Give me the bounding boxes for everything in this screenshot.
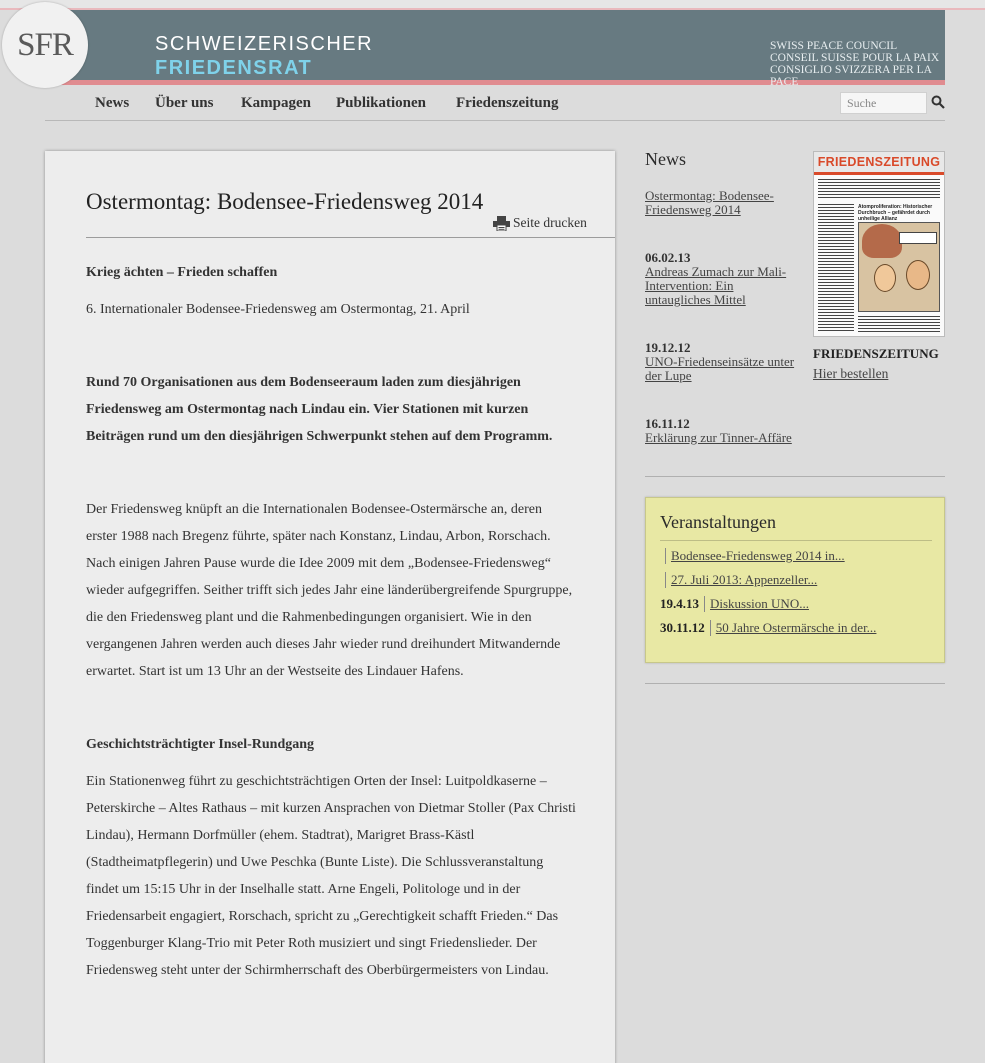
page-title: Ostermontag: Bodensee-Friedensweg 2014 [86,189,484,214]
article-paragraph-2: Ein Stationenweg führt zu geschichtsträchtigen Orten der Insel: Luitpoldkaserne – Peterskirche – Altes Rathaus – mit kurzen Ansprachen von Dietmar Stoller (Pax Christi Lindau), Hermann Dorfmüller (ehem. Stadtrat), Marigret Brass-Kästl (Stadtheimatpflegerin) und Uwe Peschka (Bunte Liste). Die Schlussveranstaltung findet um 15:15 Uhr in der Inselhalle statt. Arne Engeli, Politologe und in der Friedensarbeit engagiert, Rorschach, spricht zu „Gerechtigkeit schafft Frieden.“ Das Toggenburger Klang-Trio mit Peter Roth musiziert und singt Friedenslieder. Der Friedensweg steht unter der Schirmherrschaft des Oberbürgermeisters von Lindau. [86,774,576,978]
list-item [645,417,795,445]
events-divider [660,540,932,541]
news-heading: News [645,149,686,169]
list-item [660,619,876,637]
friedenszeitung-cover[interactable] [813,151,945,337]
search-icon[interactable] [931,95,945,109]
event-separator [710,620,711,636]
council-names [770,40,945,88]
article-paragraph-1: Der Friedensweg knüpft an die Internationalen Bodensee-Ostermärsche an, deren erster 1988 nach Bregenz führte, später nach Konstanz, Lindau, Arbon, Rorschach. Nach einigen Jahren Pause wurde die Idee 2009 mit dem „Bodensee-Friedensweg“ wieder aufgegriffen. Seither trifft sich jedes Jahr eine länderübergreifende Spurgruppe, die den Friedensweg plant und die Rahmenbedingungen organisiert. Wie in den vergangenen Jahren werden auch dieses Jahr wieder rund dreihundert Mitwandernde erwartet. Start ist um 13 Uhr an der Westseite des Lindauer Hafens. [86,502,573,679]
site-logo[interactable]: SFR [2,2,88,88]
main-nav [45,88,945,121]
council-name-en: SWISS PEACE COUNCIL [770,40,898,52]
nav-item-ueber-uns[interactable]: Über uns [155,95,214,111]
nav-item-publikationen[interactable]: Publikationen [336,95,427,111]
event-link[interactable]: 50 Jahre Ostermärsche in der... [715,620,877,635]
news-date: 06.02.13 [645,250,691,265]
cover-text-column [818,204,854,332]
friedenszeitung-label: FRIEDENSZEITUNG [813,346,939,361]
cover-text-block [818,179,940,199]
news-date: 16.11.12 [645,416,690,431]
cover-masthead: FRIEDENSZEITUNG [814,152,944,172]
list-item [645,189,795,217]
council-name-fr: CONSEIL SUISSE POUR LA PAIX [770,52,940,64]
cover-headline: Atomproliferation: Historischer Durchbruch – gefährdet durch unheilige Allianz [858,204,933,222]
event-separator [665,548,666,564]
news-link[interactable]: Erklärung zur Tinner-Affäre [645,430,792,445]
cover-illustration-mushroom [862,224,902,258]
order-link[interactable]: Hier bestellen [813,366,889,381]
cover-illustration-figure [906,260,930,290]
news-link[interactable]: UNO-Friedenseinsätze unter der Lupe [645,354,795,383]
news-date: 19.12.12 [645,340,691,355]
list-item [645,341,795,383]
title-divider [86,237,615,238]
article-body [86,259,576,984]
article-dateline: 6. Internationaler Bodensee-Friedensweg am Ostermontag, 21. April [86,302,470,317]
events-heading: Veranstaltungen [660,512,776,532]
list-item [645,251,795,307]
cover-text-block [858,316,940,332]
event-date: 30.11.12 [660,620,705,635]
list-item [660,547,845,565]
printer-icon [493,216,510,231]
site-header [45,10,945,88]
top-strip [0,0,985,10]
search-input[interactable]: Suche [840,92,927,114]
council-name-it: CONSIGLIO SVIZZERA PER LA PACE [770,64,932,88]
cover-accent-bar [814,172,944,175]
list-item [660,595,809,613]
nav-item-kampagen[interactable]: Kampagen [241,95,312,111]
sidebar-divider [645,476,945,477]
brand-line-1: SCHWEIZERISCHER [155,33,374,55]
event-link[interactable]: Bodensee-Friedensweg 2014 in... [671,548,845,563]
nav-item-friedenszeitung[interactable]: Friedenszeitung [456,95,559,111]
event-date: 19.4.13 [660,596,699,611]
list-item [660,571,817,589]
article-card [45,151,615,1063]
print-label: Seite drucken [513,215,587,230]
event-link[interactable]: 27. Juli 2013: Appenzeller... [671,572,818,587]
news-link[interactable]: Ostermontag: Bodensee-Friedensweg 2014 [645,188,774,217]
nav-item-news[interactable]: News [95,95,130,111]
article-heading-2: Geschichtsträchtigter Insel-Rundgang [86,737,315,752]
event-link[interactable]: Diskussion UNO... [710,596,809,611]
event-separator [665,572,666,588]
article-lead: Rund 70 Organisationen aus dem Bodenseeraum laden zum diesjährigen Friedensweg am Ostermontag nach Lindau ein. Vier Stationen mit kurzen Beiträgen rund um den diesjährigen Schwerpunkt stehen auf dem Programm. [86,375,553,444]
cover-illustration-figure [874,264,896,292]
print-button[interactable] [493,215,587,231]
sidebar-divider [645,683,945,684]
event-separator [704,596,705,612]
news-link[interactable]: Andreas Zumach zur Mali-Intervention: Ein untaugliches Mittel [645,264,787,307]
news-list [645,189,795,479]
article-subtitle: Krieg ächten – Frieden schaffen [86,265,278,280]
brand-line-2: FRIEDENSRAT [155,57,313,79]
cover-illustration-bubble [899,232,937,244]
events-box [645,497,945,663]
